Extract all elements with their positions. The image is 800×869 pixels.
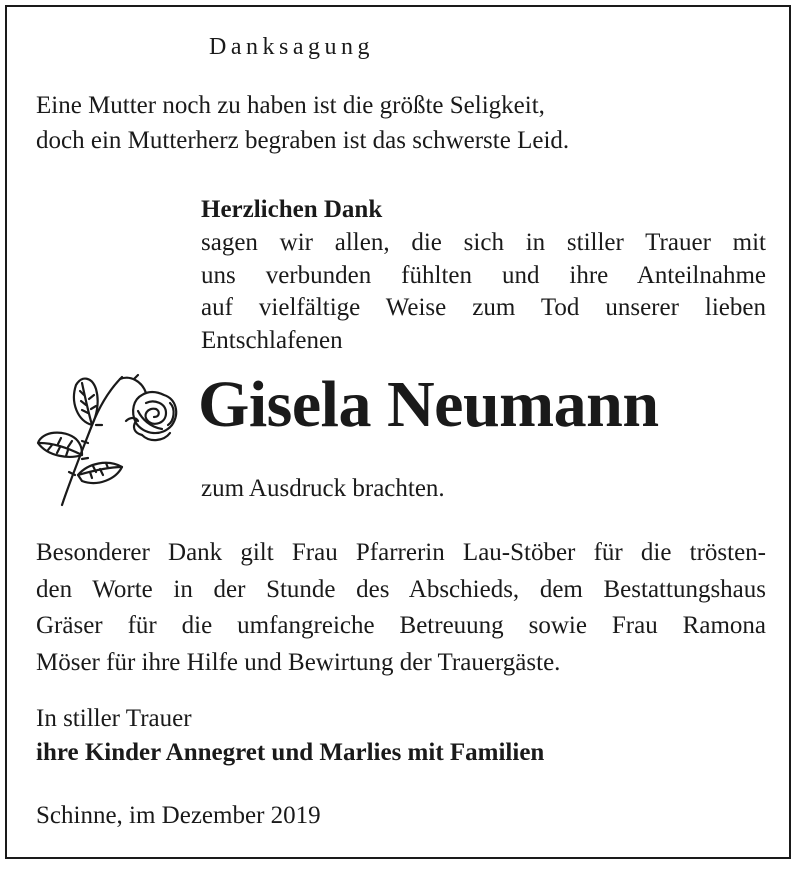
thanks-line: sagen wir allen, die sich in stiller Trauer mit — [201, 229, 766, 256]
motto-line-2: doch ein Mutterherz begraben ist das schwerste Leid. — [36, 127, 570, 154]
special-thanks-line: Möser für ihre Hilfe und Bewirtung der Trauergäste. — [36, 648, 561, 676]
thanks-line: Entschlafenen — [201, 326, 343, 354]
notice-heading: Danksagung — [209, 34, 374, 60]
thanks-title: Herzlichen Dank — [201, 196, 383, 223]
rose-icon — [30, 363, 185, 513]
deceased-name: Gisela Neumann — [198, 368, 659, 441]
special-thanks-line: Besonderer Dank gilt Frau Pfarrerin Lau-Stöber für die trösten- — [36, 539, 766, 566]
thanks-body — [201, 227, 766, 357]
closing-phrase: zum Ausdruck brachten. — [201, 475, 445, 502]
mourning-family: ihre Kinder Annegret und Marlies mit Familien — [36, 739, 545, 766]
special-thanks-line: den Worte in der Stunde des Abschieds, dem Bestattungshaus — [36, 575, 766, 603]
thanks-line: auf vielfältige Weise zum Tod unserer lieben — [201, 294, 766, 321]
place-date: Schinne, im Dezember 2019 — [36, 802, 321, 829]
special-thanks — [36, 537, 766, 683]
mourning-intro: In stiller Trauer — [36, 705, 192, 732]
motto-line-1: Eine Mutter noch zu haben ist die größte Seligkeit, — [36, 92, 545, 119]
thanks-line: uns verbunden fühlten und ihre Anteilnahme — [201, 261, 766, 289]
special-thanks-line: Gräser für die umfangreiche Betreuung sowie Frau Ramona — [36, 612, 766, 639]
